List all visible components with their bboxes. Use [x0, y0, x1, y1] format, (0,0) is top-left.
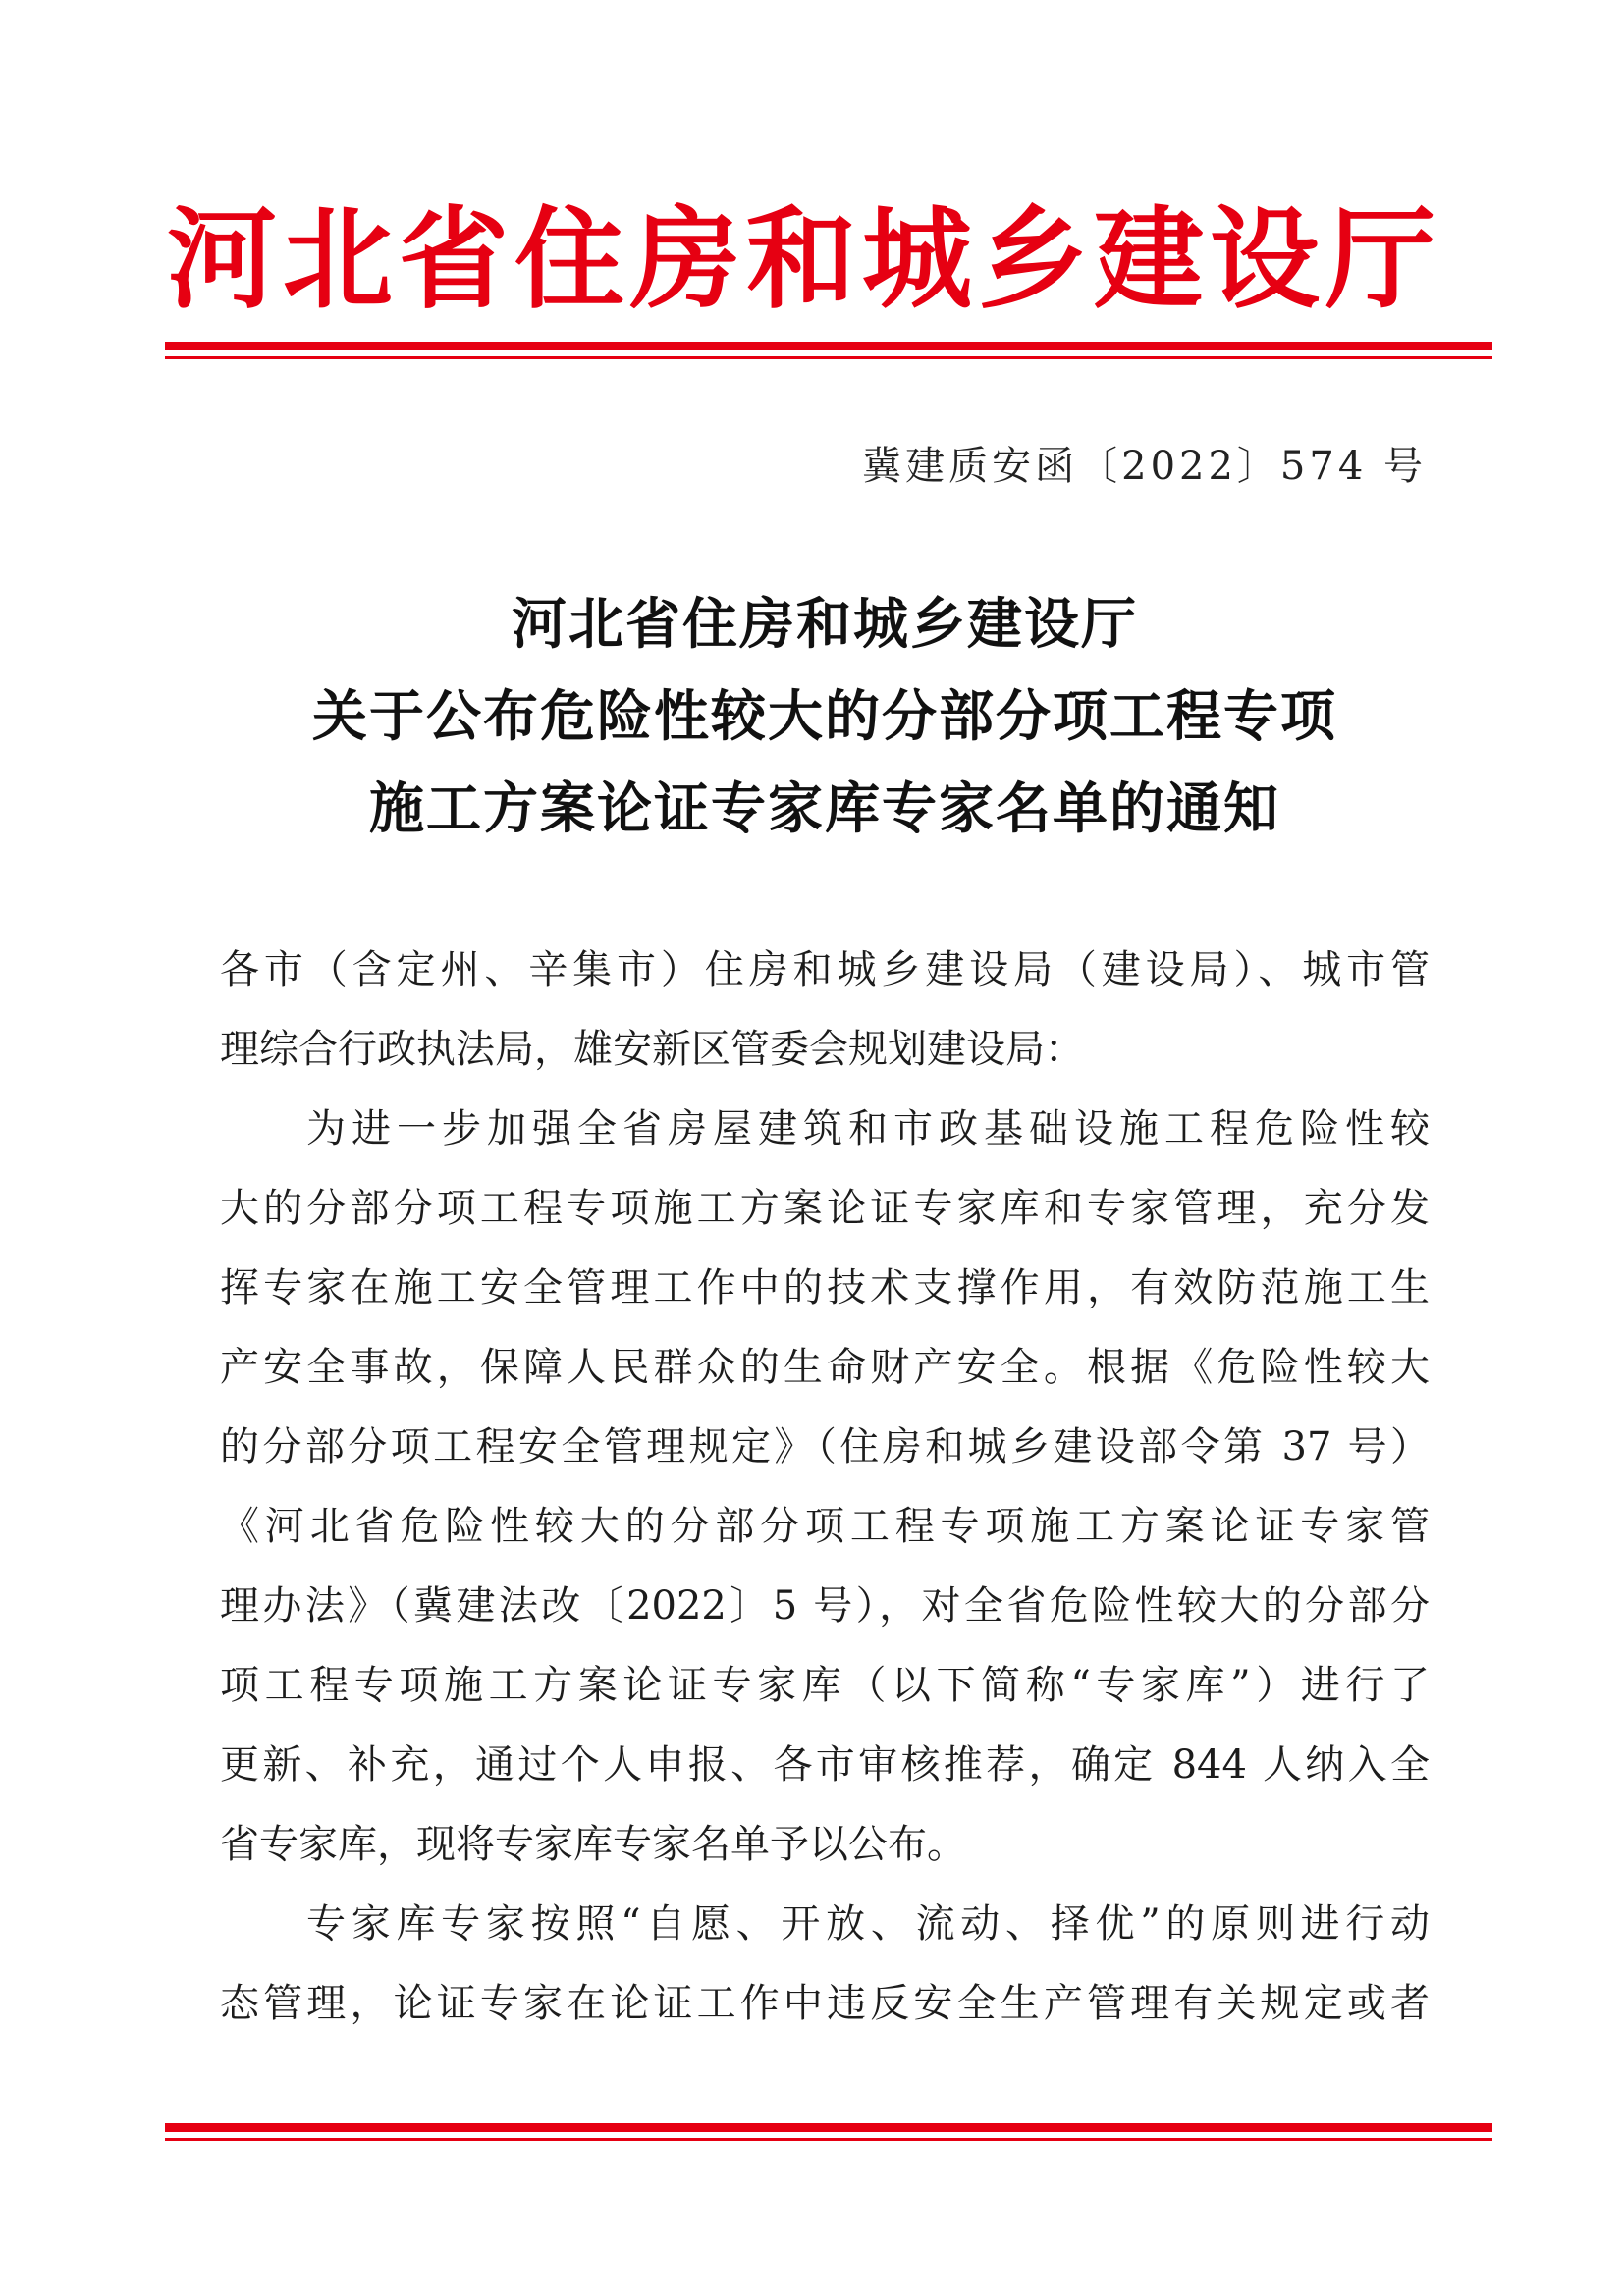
body-line: 挥专家在施工安全管理工作中的技术支撑作用，有效防范施工生	[220, 1265, 1430, 1310]
document-body	[220, 931, 1430, 2044]
body-line: 态管理，论证专家在论证工作中违反安全生产管理有关规定或者	[220, 1981, 1430, 2026]
heading-line-1: 河北省住房和城乡建设厅	[512, 593, 1138, 657]
body-line: 更新、补充，通过个人申报、各市审核推荐，确定 844 人纳入全	[220, 1742, 1430, 1788]
letterhead-rule-thin	[165, 356, 1492, 359]
body-line: 为进一步加强全省房屋建筑和市政基础设施工程危险性较	[306, 1106, 1430, 1151]
footer-rule-thick	[165, 2123, 1492, 2132]
body-line: 《河北省危险性较大的分部分项工程专项施工方案论证专家管	[220, 1504, 1430, 1549]
document-number: 冀建质安函〔2022〕574 号	[862, 444, 1427, 489]
body-line: 各市（含定州、辛集市）住房和城乡建设局（建设局）、城市管	[220, 947, 1430, 992]
body-line: 大的分部分项工程专项施工方案论证专家库和专家管理，充分发	[220, 1186, 1430, 1231]
body-line: 专家库专家按照“自愿、开放、流动、择优”的原则进行动	[306, 1901, 1430, 1947]
body-line: 项工程专项施工方案论证专家库（以下简称“专家库”）进行了	[220, 1663, 1430, 1708]
body-line: 省专家库，现将专家库专家名单予以公布。	[220, 1822, 966, 1867]
body-line: 产安全事故，保障人民群众的生命财产安全。根据《危险性较大	[220, 1345, 1430, 1390]
document-heading	[177, 579, 1473, 856]
letterhead-rule-thick	[165, 342, 1492, 350]
body-line: 理综合行政执法局，雄安新区管委会规划建设局：	[220, 1027, 1084, 1072]
body-line: 的分部分项工程安全管理规定》（住房和城乡建设部令第 37 号）	[220, 1424, 1430, 1469]
letterhead-title: 河北省住房和城乡建设厅	[167, 195, 1441, 324]
heading-line-3: 施工方案论证专家库专家名单的通知	[369, 777, 1280, 841]
body-line: 理办法》（冀建法改〔2022〕5 号），对全省危险性较大的分部分	[220, 1583, 1430, 1629]
footer-rule-thin	[165, 2138, 1492, 2141]
heading-line-2: 关于公布危险性较大的分部分项工程专项	[312, 685, 1337, 749]
